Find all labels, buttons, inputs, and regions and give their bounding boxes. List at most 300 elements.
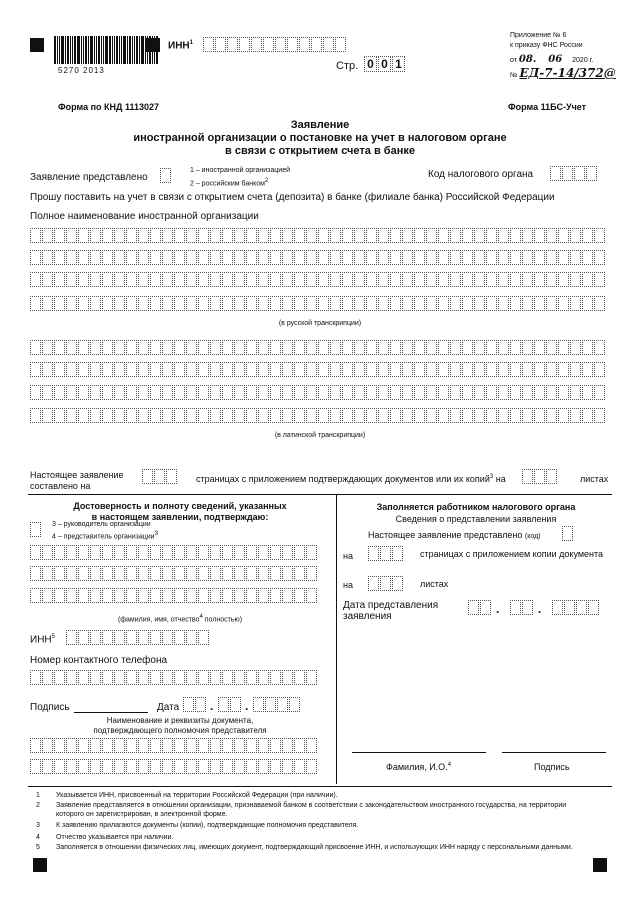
- input-cell[interactable]: [246, 340, 257, 355]
- input-cell[interactable]: [42, 566, 53, 581]
- input-cell[interactable]: [246, 362, 257, 377]
- input-cell[interactable]: [402, 408, 413, 423]
- input-cell[interactable]: [102, 228, 113, 243]
- input-cell[interactable]: [162, 362, 173, 377]
- input-cell[interactable]: [54, 340, 65, 355]
- input-cell[interactable]: [102, 545, 113, 560]
- input-cell[interactable]: [126, 385, 137, 400]
- officer-sign-line[interactable]: [502, 752, 606, 753]
- input-cell[interactable]: [78, 228, 89, 243]
- input-cell[interactable]: [102, 670, 113, 685]
- input-cell[interactable]: [438, 296, 449, 311]
- input-cell[interactable]: [258, 408, 269, 423]
- input-cell[interactable]: [354, 362, 365, 377]
- input-cell[interactable]: [258, 272, 269, 287]
- input-cell[interactable]: [54, 228, 65, 243]
- input-cell[interactable]: [90, 566, 101, 581]
- input-cell[interactable]: [294, 738, 305, 753]
- right-date-year[interactable]: [552, 600, 600, 615]
- input-cell[interactable]: [90, 362, 101, 377]
- input-cell[interactable]: [78, 759, 89, 774]
- input-cell[interactable]: [282, 408, 293, 423]
- input-cell[interactable]: [486, 408, 497, 423]
- input-cell[interactable]: [78, 250, 89, 265]
- input-cell[interactable]: [306, 408, 317, 423]
- input-cell[interactable]: [402, 250, 413, 265]
- input-cell[interactable]: [138, 408, 149, 423]
- input-cell[interactable]: [126, 272, 137, 287]
- name-ru-row[interactable]: [30, 250, 606, 265]
- input-cell[interactable]: [378, 228, 389, 243]
- input-cell[interactable]: [174, 228, 185, 243]
- input-cell[interactable]: [462, 408, 473, 423]
- input-cell[interactable]: [270, 228, 281, 243]
- input-cell[interactable]: [564, 600, 575, 615]
- input-cell[interactable]: [354, 385, 365, 400]
- input-cell[interactable]: [311, 37, 322, 52]
- input-cell[interactable]: [414, 408, 425, 423]
- input-cell[interactable]: [594, 228, 605, 243]
- input-cell[interactable]: [222, 340, 233, 355]
- input-cell[interactable]: [354, 340, 365, 355]
- input-cell[interactable]: [582, 296, 593, 311]
- input-cell[interactable]: [546, 340, 557, 355]
- input-cell[interactable]: [294, 272, 305, 287]
- input-cell[interactable]: [222, 250, 233, 265]
- input-cell[interactable]: [390, 408, 401, 423]
- input-cell[interactable]: [66, 250, 77, 265]
- input-cell[interactable]: [414, 340, 425, 355]
- input-cell[interactable]: [246, 272, 257, 287]
- input-cell[interactable]: [138, 272, 149, 287]
- input-cell[interactable]: [54, 272, 65, 287]
- input-cell[interactable]: [126, 250, 137, 265]
- input-cell[interactable]: [558, 362, 569, 377]
- input-cell[interactable]: [30, 759, 41, 774]
- input-cell[interactable]: [426, 228, 437, 243]
- input-cell[interactable]: [234, 340, 245, 355]
- input-cell[interactable]: [570, 272, 581, 287]
- input-cell[interactable]: [138, 630, 149, 645]
- input-cell[interactable]: [426, 362, 437, 377]
- input-cell[interactable]: [42, 759, 53, 774]
- input-cell[interactable]: [210, 272, 221, 287]
- input-cell[interactable]: [282, 272, 293, 287]
- input-cell[interactable]: [318, 362, 329, 377]
- input-cell[interactable]: [234, 250, 245, 265]
- input-cell[interactable]: [534, 272, 545, 287]
- input-cell[interactable]: [126, 362, 137, 377]
- input-cell[interactable]: [450, 228, 461, 243]
- input-cell[interactable]: [78, 272, 89, 287]
- input-cell[interactable]: [78, 588, 89, 603]
- input-cell[interactable]: [198, 738, 209, 753]
- input-cell[interactable]: [90, 759, 101, 774]
- input-cell[interactable]: [402, 272, 413, 287]
- input-cell[interactable]: [558, 385, 569, 400]
- input-cell[interactable]: [522, 272, 533, 287]
- input-cell[interactable]: [90, 340, 101, 355]
- input-cell[interactable]: [222, 670, 233, 685]
- input-cell[interactable]: [498, 296, 509, 311]
- input-cell[interactable]: [150, 362, 161, 377]
- input-cell[interactable]: [102, 759, 113, 774]
- input-cell[interactable]: [438, 362, 449, 377]
- input-cell[interactable]: [42, 296, 53, 311]
- input-cell[interactable]: [246, 566, 257, 581]
- input-cell[interactable]: [594, 408, 605, 423]
- input-cell[interactable]: [582, 408, 593, 423]
- input-cell[interactable]: [570, 362, 581, 377]
- input-cell[interactable]: [162, 588, 173, 603]
- input-cell[interactable]: [558, 408, 569, 423]
- input-cell[interactable]: [402, 228, 413, 243]
- input-cell[interactable]: [114, 250, 125, 265]
- input-cell[interactable]: [150, 385, 161, 400]
- input-cell[interactable]: [378, 250, 389, 265]
- input-cell[interactable]: [414, 250, 425, 265]
- input-cell[interactable]: [42, 250, 53, 265]
- input-cell[interactable]: [90, 296, 101, 311]
- input-cell[interactable]: [378, 408, 389, 423]
- input-cell[interactable]: [378, 362, 389, 377]
- input-cell[interactable]: [354, 228, 365, 243]
- input-cell[interactable]: [90, 250, 101, 265]
- input-cell[interactable]: [54, 408, 65, 423]
- input-cell[interactable]: [150, 630, 161, 645]
- input-cell[interactable]: [66, 408, 77, 423]
- input-cell[interactable]: [426, 250, 437, 265]
- input-cell[interactable]: [78, 385, 89, 400]
- input-cell[interactable]: [66, 362, 77, 377]
- input-cell[interactable]: [294, 759, 305, 774]
- input-cell[interactable]: [486, 362, 497, 377]
- input-cell[interactable]: [114, 738, 125, 753]
- input-cell[interactable]: [534, 385, 545, 400]
- input-cell[interactable]: [30, 340, 41, 355]
- input-cell[interactable]: [239, 37, 250, 52]
- input-cell[interactable]: [342, 408, 353, 423]
- input-cell[interactable]: [150, 545, 161, 560]
- input-cell[interactable]: [450, 362, 461, 377]
- input-cell[interactable]: [402, 362, 413, 377]
- input-cell[interactable]: [522, 296, 533, 311]
- input-cell[interactable]: [438, 250, 449, 265]
- input-cell[interactable]: [102, 408, 113, 423]
- input-cell[interactable]: [570, 228, 581, 243]
- input-cell[interactable]: [318, 385, 329, 400]
- input-cell[interactable]: [114, 408, 125, 423]
- input-cell[interactable]: [186, 228, 197, 243]
- input-cell[interactable]: [582, 385, 593, 400]
- input-cell[interactable]: [552, 600, 563, 615]
- input-cell[interactable]: [126, 408, 137, 423]
- input-cell[interactable]: [174, 250, 185, 265]
- input-cell[interactable]: [186, 759, 197, 774]
- input-cell[interactable]: [498, 408, 509, 423]
- input-cell[interactable]: [66, 272, 77, 287]
- input-cell[interactable]: [323, 37, 334, 52]
- input-cell[interactable]: [426, 408, 437, 423]
- input-cell[interactable]: [258, 362, 269, 377]
- input-cell[interactable]: [450, 272, 461, 287]
- input-cell[interactable]: [126, 670, 137, 685]
- input-cell[interactable]: [174, 296, 185, 311]
- input-cell[interactable]: [42, 228, 53, 243]
- input-cell[interactable]: [222, 759, 233, 774]
- input-cell[interactable]: [474, 408, 485, 423]
- input-cell[interactable]: [282, 588, 293, 603]
- input-cell[interactable]: [162, 738, 173, 753]
- input-cell[interactable]: [102, 385, 113, 400]
- input-cell[interactable]: [522, 385, 533, 400]
- input-cell[interactable]: [174, 362, 185, 377]
- input-cell[interactable]: [246, 588, 257, 603]
- input-cell[interactable]: [474, 296, 485, 311]
- input-cell[interactable]: [366, 385, 377, 400]
- input-cell[interactable]: [368, 576, 379, 591]
- input-cell[interactable]: [498, 250, 509, 265]
- input-cell[interactable]: [546, 362, 557, 377]
- input-cell[interactable]: [582, 362, 593, 377]
- input-cell[interactable]: [462, 385, 473, 400]
- input-cell[interactable]: [138, 228, 149, 243]
- input-cell[interactable]: [186, 362, 197, 377]
- input-cell[interactable]: [510, 296, 521, 311]
- input-cell[interactable]: [126, 630, 137, 645]
- input-cell[interactable]: [174, 408, 185, 423]
- input-cell[interactable]: [294, 545, 305, 560]
- input-cell[interactable]: [222, 362, 233, 377]
- input-cell[interactable]: [174, 738, 185, 753]
- input-cell[interactable]: [198, 385, 209, 400]
- confirm-type-cell[interactable]: [30, 522, 42, 537]
- input-cell[interactable]: [582, 340, 593, 355]
- input-cell[interactable]: [186, 385, 197, 400]
- input-cell[interactable]: [354, 250, 365, 265]
- date-year-cells[interactable]: [253, 697, 301, 712]
- input-cell[interactable]: [138, 340, 149, 355]
- input-cell[interactable]: [66, 296, 77, 311]
- input-cell[interactable]: [474, 228, 485, 243]
- composed-sheets-cells[interactable]: [522, 469, 558, 484]
- input-cell[interactable]: [198, 250, 209, 265]
- input-cell[interactable]: [438, 385, 449, 400]
- input-cell[interactable]: [342, 362, 353, 377]
- input-cell[interactable]: [366, 340, 377, 355]
- input-cell[interactable]: [246, 250, 257, 265]
- date-day-cells[interactable]: [183, 697, 207, 712]
- input-cell[interactable]: [186, 545, 197, 560]
- input-cell[interactable]: [282, 759, 293, 774]
- input-cell[interactable]: [42, 545, 53, 560]
- input-cell[interactable]: [534, 296, 545, 311]
- input-cell[interactable]: [582, 228, 593, 243]
- input-cell[interactable]: [90, 738, 101, 753]
- input-cell[interactable]: [30, 670, 41, 685]
- input-cell[interactable]: [462, 272, 473, 287]
- input-cell[interactable]: [203, 37, 214, 52]
- input-cell[interactable]: [306, 296, 317, 311]
- input-cell[interactable]: [546, 469, 557, 484]
- input-cell[interactable]: [162, 408, 173, 423]
- input-cell[interactable]: [66, 759, 77, 774]
- input-cell[interactable]: [342, 340, 353, 355]
- input-cell[interactable]: [78, 545, 89, 560]
- input-cell[interactable]: [282, 545, 293, 560]
- input-cell[interactable]: [126, 296, 137, 311]
- input-cell[interactable]: [462, 250, 473, 265]
- input-cell[interactable]: [282, 385, 293, 400]
- input-cell[interactable]: [114, 588, 125, 603]
- input-cell[interactable]: [174, 545, 185, 560]
- input-cell[interactable]: [594, 362, 605, 377]
- input-cell[interactable]: [558, 296, 569, 311]
- input-cell[interactable]: [258, 296, 269, 311]
- input-cell[interactable]: [258, 759, 269, 774]
- input-cell[interactable]: [215, 37, 226, 52]
- input-cell[interactable]: [102, 362, 113, 377]
- input-cell[interactable]: [30, 588, 41, 603]
- input-cell[interactable]: [522, 408, 533, 423]
- input-cell[interactable]: [498, 385, 509, 400]
- input-cell[interactable]: [474, 362, 485, 377]
- input-cell[interactable]: [258, 545, 269, 560]
- input-cell[interactable]: [366, 408, 377, 423]
- input-cell[interactable]: [114, 670, 125, 685]
- input-cell[interactable]: [142, 469, 153, 484]
- input-cell[interactable]: [277, 697, 288, 712]
- submitted-cell[interactable]: [160, 168, 172, 183]
- input-cell[interactable]: [258, 228, 269, 243]
- input-cell[interactable]: [198, 362, 209, 377]
- inn-cells-top[interactable]: [203, 37, 347, 52]
- input-cell[interactable]: [114, 545, 125, 560]
- input-cell[interactable]: [30, 228, 41, 243]
- input-cell[interactable]: [114, 228, 125, 243]
- input-cell[interactable]: [150, 566, 161, 581]
- input-cell[interactable]: [30, 738, 41, 753]
- input-cell[interactable]: [198, 228, 209, 243]
- input-cell[interactable]: [546, 272, 557, 287]
- input-cell[interactable]: [174, 759, 185, 774]
- input-cell[interactable]: [42, 588, 53, 603]
- input-cell[interactable]: [66, 566, 77, 581]
- input-cell[interactable]: [90, 670, 101, 685]
- input-cell[interactable]: [534, 228, 545, 243]
- input-cell[interactable]: [275, 37, 286, 52]
- input-cell[interactable]: [306, 385, 317, 400]
- input-cell[interactable]: [222, 228, 233, 243]
- input-cell[interactable]: [426, 272, 437, 287]
- input-cell[interactable]: [558, 340, 569, 355]
- input-cell[interactable]: [450, 296, 461, 311]
- input-cell[interactable]: [299, 37, 310, 52]
- input-cell[interactable]: [570, 340, 581, 355]
- input-cell[interactable]: [198, 408, 209, 423]
- input-cell[interactable]: [30, 408, 41, 423]
- input-cell[interactable]: [570, 250, 581, 265]
- input-cell[interactable]: [594, 340, 605, 355]
- input-cell[interactable]: [390, 340, 401, 355]
- input-cell[interactable]: [366, 362, 377, 377]
- input-cell[interactable]: [174, 385, 185, 400]
- input-cell[interactable]: [486, 340, 497, 355]
- input-cell[interactable]: [294, 296, 305, 311]
- input-cell[interactable]: [414, 228, 425, 243]
- input-cell[interactable]: [234, 408, 245, 423]
- input-cell[interactable]: [30, 250, 41, 265]
- input-cell[interactable]: [510, 600, 521, 615]
- input-cell[interactable]: [195, 697, 206, 712]
- input-cell[interactable]: [162, 272, 173, 287]
- input-cell[interactable]: [546, 228, 557, 243]
- input-cell[interactable]: [562, 166, 573, 181]
- input-cell[interactable]: [258, 670, 269, 685]
- input-cell[interactable]: [126, 228, 137, 243]
- input-cell[interactable]: [594, 385, 605, 400]
- input-cell[interactable]: [263, 37, 274, 52]
- input-cell[interactable]: [558, 250, 569, 265]
- input-cell[interactable]: [150, 670, 161, 685]
- input-cell[interactable]: [114, 630, 125, 645]
- input-cell[interactable]: [474, 272, 485, 287]
- input-cell[interactable]: [126, 738, 137, 753]
- input-cell[interactable]: [30, 272, 41, 287]
- input-cell[interactable]: [258, 385, 269, 400]
- right-date-month[interactable]: [510, 600, 534, 615]
- input-cell[interactable]: [234, 362, 245, 377]
- input-cell[interactable]: [270, 588, 281, 603]
- input-cell[interactable]: [198, 630, 209, 645]
- input-cell[interactable]: [198, 759, 209, 774]
- input-cell[interactable]: [390, 362, 401, 377]
- input-cell[interactable]: [90, 385, 101, 400]
- input-cell[interactable]: [102, 566, 113, 581]
- input-cell[interactable]: [162, 228, 173, 243]
- input-cell[interactable]: [174, 630, 185, 645]
- input-cell[interactable]: [30, 522, 41, 537]
- input-cell[interactable]: [562, 526, 573, 541]
- input-cell[interactable]: [270, 272, 281, 287]
- input-cell[interactable]: [160, 168, 171, 183]
- input-cell[interactable]: [402, 296, 413, 311]
- name-ru-row[interactable]: [30, 272, 606, 287]
- input-cell[interactable]: [90, 228, 101, 243]
- input-cell[interactable]: [138, 759, 149, 774]
- input-cell[interactable]: [210, 566, 221, 581]
- input-cell[interactable]: [270, 296, 281, 311]
- input-cell[interactable]: [222, 385, 233, 400]
- input-cell[interactable]: [294, 362, 305, 377]
- input-cell[interactable]: [253, 697, 264, 712]
- input-cell[interactable]: [594, 250, 605, 265]
- input-cell[interactable]: [390, 250, 401, 265]
- input-cell[interactable]: [380, 546, 391, 561]
- input-cell[interactable]: [54, 566, 65, 581]
- input-cell[interactable]: [102, 588, 113, 603]
- input-cell[interactable]: [462, 340, 473, 355]
- input-cell[interactable]: [342, 250, 353, 265]
- input-cell[interactable]: [486, 250, 497, 265]
- fio-row[interactable]: [30, 588, 318, 603]
- input-cell[interactable]: [330, 408, 341, 423]
- fio-row[interactable]: [30, 545, 318, 560]
- input-cell[interactable]: [234, 272, 245, 287]
- input-cell[interactable]: [198, 545, 209, 560]
- input-cell[interactable]: [282, 362, 293, 377]
- input-cell[interactable]: [392, 576, 403, 591]
